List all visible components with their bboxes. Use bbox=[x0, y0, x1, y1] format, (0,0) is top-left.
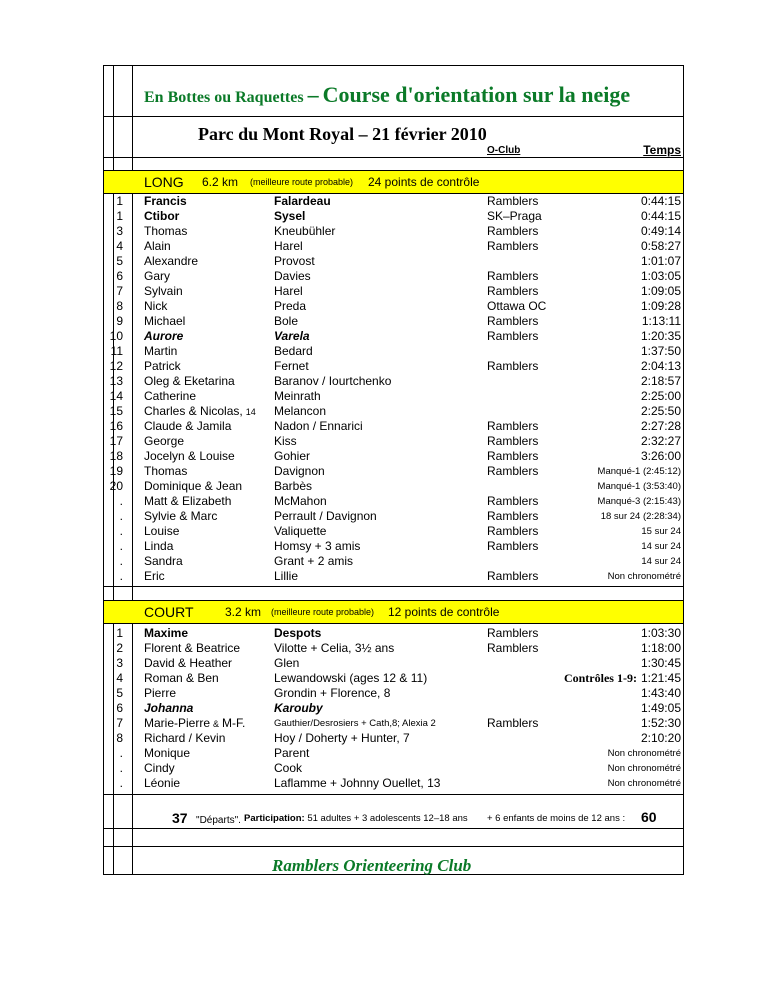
rank-number: 2 bbox=[116, 641, 123, 655]
club-name: Ramblers bbox=[487, 434, 539, 448]
club-name: Ramblers bbox=[487, 626, 539, 640]
divider bbox=[104, 157, 683, 158]
club-name: SK–Praga bbox=[487, 209, 542, 223]
rank-number: 17 bbox=[109, 434, 123, 448]
result-row bbox=[104, 284, 683, 299]
rank-number: 6 bbox=[116, 701, 123, 715]
rank-number: 19 bbox=[109, 464, 123, 478]
rank-number: 15 bbox=[109, 404, 123, 418]
rank-number: 1 bbox=[116, 194, 123, 208]
rank-number: 3 bbox=[116, 656, 123, 670]
result-row bbox=[104, 239, 683, 254]
first-name: Jocelyn & Louise bbox=[144, 449, 235, 463]
rank-number: 5 bbox=[116, 254, 123, 268]
rank-number: 4 bbox=[116, 671, 123, 685]
result-row bbox=[104, 209, 683, 224]
last-name: Bedard bbox=[274, 344, 313, 358]
result-time: Manqué-1 (2:45:12) bbox=[597, 466, 681, 477]
first-name: Oleg & Eketarina bbox=[144, 374, 235, 388]
first-name: Louise bbox=[144, 524, 180, 538]
result-row bbox=[104, 509, 683, 524]
club-name: Ramblers bbox=[487, 449, 539, 463]
first-name: David & Heather bbox=[144, 656, 233, 670]
total-participants: 60 bbox=[641, 809, 657, 825]
last-name: Gauthier/Desrosiers + Cath,8; Alexia 2 bbox=[274, 718, 436, 729]
first-name: Linda bbox=[144, 539, 174, 553]
first-name: Léonie bbox=[144, 776, 181, 790]
rank-number: . bbox=[119, 539, 123, 553]
result-time: 2:27:28 bbox=[640, 419, 681, 433]
result-row bbox=[104, 776, 683, 791]
result-row bbox=[104, 299, 683, 314]
rank-number: 10 bbox=[109, 329, 123, 343]
result-row bbox=[104, 389, 683, 404]
result-time: 1:43:40 bbox=[640, 686, 681, 700]
club-column-header: O-Club bbox=[487, 145, 521, 156]
first-name: Catherine bbox=[144, 389, 197, 403]
rank-number: 7 bbox=[116, 716, 123, 730]
result-time: Non chronométré bbox=[607, 748, 681, 759]
result-time: 15 sur 24 bbox=[641, 526, 681, 537]
rank-number: 5 bbox=[116, 686, 123, 700]
result-time: 0:44:15 bbox=[640, 209, 681, 223]
result-time: 1:20:35 bbox=[640, 329, 681, 343]
time-column-header: Temps bbox=[643, 143, 681, 157]
rank-number: 8 bbox=[116, 731, 123, 745]
last-name: Gohier bbox=[274, 449, 311, 463]
first-name: Dominique & Jean bbox=[144, 479, 243, 493]
last-name: Bole bbox=[274, 314, 299, 328]
long-course-band bbox=[104, 170, 683, 194]
rank-number: 12 bbox=[109, 359, 123, 373]
result-time: 14 sur 24 bbox=[641, 556, 681, 567]
last-name: Despots bbox=[274, 626, 322, 640]
rank-number: 13 bbox=[109, 374, 123, 388]
rank-number: . bbox=[119, 761, 123, 775]
results-sheet bbox=[103, 65, 684, 875]
result-row bbox=[104, 434, 683, 449]
first-name: Thomas bbox=[144, 224, 188, 238]
court-label: COURT bbox=[144, 604, 194, 620]
result-row bbox=[104, 686, 683, 701]
first-name: Charles & Nicolas, 14 bbox=[144, 404, 256, 418]
rank-number: . bbox=[119, 524, 123, 538]
club-footer: Ramblers Orienteering Club bbox=[272, 856, 472, 875]
participation-summary: Participation: 51 adultes + 3 adolescents 12–18 ans bbox=[244, 813, 468, 824]
last-name: Fernet bbox=[274, 359, 309, 373]
divider bbox=[104, 586, 683, 587]
first-name: Martin bbox=[144, 344, 178, 358]
club-name: Ramblers bbox=[487, 569, 539, 583]
club-name: Ramblers bbox=[487, 269, 539, 283]
result-time: 0:58:27 bbox=[640, 239, 681, 253]
result-row bbox=[104, 671, 683, 686]
result-row bbox=[104, 641, 683, 656]
result-row bbox=[104, 554, 683, 569]
rank-number: 18 bbox=[109, 449, 123, 463]
result-row bbox=[104, 344, 683, 359]
last-name: Laflamme + Johnny Ouellet, 13 bbox=[274, 776, 441, 790]
result-row bbox=[104, 404, 683, 419]
last-name: Karouby bbox=[274, 701, 323, 715]
club-name: Ottawa OC bbox=[487, 299, 547, 313]
result-time: 2:25:00 bbox=[640, 389, 681, 403]
club-name: Ramblers bbox=[487, 419, 539, 433]
first-name: Sylvie & Marc bbox=[144, 509, 218, 523]
result-row bbox=[104, 254, 683, 269]
result-time: 1:09:05 bbox=[640, 284, 681, 298]
last-name: Barbès bbox=[274, 479, 313, 493]
last-name: Harel bbox=[274, 284, 303, 298]
last-name: Provost bbox=[274, 254, 315, 268]
rank-number: 8 bbox=[116, 299, 123, 313]
last-name: Nadon / Ennarici bbox=[274, 419, 363, 433]
result-time: 18 sur 24 (2:28:34) bbox=[600, 511, 681, 522]
rank-number: 16 bbox=[109, 419, 123, 433]
rank-number: 3 bbox=[116, 224, 123, 238]
children-summary: + 6 enfants de moins de 12 ans : bbox=[487, 813, 626, 824]
result-row bbox=[104, 569, 683, 584]
club-name: Ramblers bbox=[487, 194, 539, 208]
last-name: Meinrath bbox=[274, 389, 321, 403]
club-name: Ramblers bbox=[487, 524, 539, 538]
first-name: Marie-Pierre & M-F. bbox=[144, 716, 246, 730]
result-time: Non chronométré bbox=[607, 763, 681, 774]
result-time: 2:04:13 bbox=[640, 359, 681, 373]
last-name: Sysel bbox=[274, 209, 306, 223]
first-name: Ctibor bbox=[144, 209, 180, 223]
result-row bbox=[104, 716, 683, 731]
rank-number: . bbox=[119, 509, 123, 523]
club-name: Ramblers bbox=[487, 641, 539, 655]
divider bbox=[104, 794, 683, 795]
result-time: 3:26:00 bbox=[640, 449, 681, 463]
result-row bbox=[104, 419, 683, 434]
result-time: Non chronométré bbox=[607, 778, 681, 789]
result-time: 0:44:15 bbox=[640, 194, 681, 208]
first-name: Thomas bbox=[144, 464, 188, 478]
result-time: 1:09:28 bbox=[640, 299, 681, 313]
rank-number: 1 bbox=[116, 626, 123, 640]
rank-number: . bbox=[119, 554, 123, 568]
first-name: Alexandre bbox=[144, 254, 199, 268]
first-name: Patrick bbox=[144, 359, 181, 373]
result-row bbox=[104, 464, 683, 479]
last-name: Lillie bbox=[274, 569, 299, 583]
last-name: Baranov / Iourtchenko bbox=[274, 374, 392, 388]
result-time: 1:52:30 bbox=[640, 716, 681, 730]
result-time: 1:30:45 bbox=[640, 656, 681, 670]
departs-summary: 37 "Départs". bbox=[172, 810, 241, 826]
club-name: Ramblers bbox=[487, 359, 539, 373]
result-time: 0:49:14 bbox=[640, 224, 681, 238]
first-name: Claude & Jamila bbox=[144, 419, 232, 433]
result-row bbox=[104, 746, 683, 761]
first-name: Nick bbox=[144, 299, 168, 313]
club-name: Ramblers bbox=[487, 284, 539, 298]
result-time: 1:18:00 bbox=[640, 641, 681, 655]
result-time: 1:03:30 bbox=[640, 626, 681, 640]
court-distance: 3.2 km bbox=[225, 605, 262, 619]
result-row bbox=[104, 329, 683, 344]
first-name: Aurore bbox=[144, 329, 184, 343]
first-name: Sylvain bbox=[144, 284, 183, 298]
court-course-band bbox=[104, 600, 683, 624]
court-controls: 12 points de contrôle bbox=[388, 605, 500, 619]
result-row bbox=[104, 701, 683, 716]
result-row bbox=[104, 194, 683, 209]
first-name: Francis bbox=[144, 194, 187, 208]
result-row bbox=[104, 359, 683, 374]
result-time: 1:01:07 bbox=[640, 254, 681, 268]
result-row bbox=[104, 524, 683, 539]
club-name: Ramblers bbox=[487, 224, 539, 238]
long-distance: 6.2 km bbox=[202, 175, 239, 189]
rank-number: 11 bbox=[110, 344, 123, 358]
last-name: Falardeau bbox=[274, 194, 331, 208]
rank-number: 4 bbox=[116, 239, 123, 253]
last-name: Melancon bbox=[274, 404, 327, 418]
page-title: En Bottes ou Raquettes – Course d'orientation sur la neige bbox=[144, 82, 631, 107]
result-time: Non chronométré bbox=[607, 571, 681, 582]
last-name: Grant + 2 amis bbox=[274, 554, 354, 568]
result-time: 1:49:05 bbox=[640, 701, 681, 715]
result-row bbox=[104, 494, 683, 509]
rank-number: 1 bbox=[116, 209, 123, 223]
result-time: 2:25:50 bbox=[640, 404, 681, 418]
last-name: Vilotte + Celia, 3½ ans bbox=[274, 641, 395, 655]
first-name: Roman & Ben bbox=[144, 671, 219, 685]
first-name: Gary bbox=[144, 269, 171, 283]
last-name: Davignon bbox=[274, 464, 325, 478]
club-name: Ramblers bbox=[487, 509, 539, 523]
club-name: Ramblers bbox=[487, 539, 539, 553]
divider bbox=[104, 828, 683, 829]
rank-number: 7 bbox=[116, 284, 123, 298]
result-time: 2:18:57 bbox=[640, 374, 681, 388]
club-name: Ramblers bbox=[487, 239, 539, 253]
first-name: Eric bbox=[144, 569, 165, 583]
result-row bbox=[104, 656, 683, 671]
club-name: Ramblers bbox=[487, 716, 539, 730]
result-row bbox=[104, 626, 683, 641]
first-name: Matt & Elizabeth bbox=[144, 494, 232, 508]
result-row bbox=[104, 539, 683, 554]
result-time: 1:03:05 bbox=[640, 269, 681, 283]
long-label: LONG bbox=[144, 174, 184, 190]
last-name: Valiquette bbox=[274, 524, 327, 538]
last-name: Cook bbox=[274, 761, 303, 775]
first-name: Richard / Kevin bbox=[144, 731, 226, 745]
divider bbox=[104, 846, 683, 847]
last-name: Kiss bbox=[274, 434, 297, 448]
result-row bbox=[104, 479, 683, 494]
court-route-note: (meilleure route probable) bbox=[271, 607, 375, 617]
first-name: George bbox=[144, 434, 185, 448]
result-row bbox=[104, 731, 683, 746]
rank-number: . bbox=[119, 494, 123, 508]
result-row bbox=[104, 224, 683, 239]
result-row bbox=[104, 314, 683, 329]
result-row bbox=[104, 374, 683, 389]
result-row bbox=[104, 269, 683, 284]
result-time: 14 sur 24 bbox=[641, 541, 681, 552]
result-time: 1:37:50 bbox=[640, 344, 681, 358]
long-controls: 24 points de contrôle bbox=[368, 175, 480, 189]
result-row bbox=[104, 761, 683, 776]
rank-number: . bbox=[119, 569, 123, 583]
club-name: Ramblers bbox=[487, 464, 539, 478]
last-name: Kneubühler bbox=[274, 224, 336, 238]
rank-number: . bbox=[119, 746, 123, 760]
page-subtitle: Parc du Mont Royal – 21 février 2010 bbox=[198, 124, 487, 144]
divider bbox=[104, 116, 683, 117]
last-name: Grondin + Florence, 8 bbox=[274, 686, 391, 700]
result-row bbox=[104, 449, 683, 464]
last-name: Hoy / Doherty + Hunter, 7 bbox=[274, 731, 410, 745]
result-time: 1:13:11 bbox=[641, 314, 681, 328]
first-name: Maxime bbox=[144, 626, 189, 640]
result-time: 2:32:27 bbox=[640, 434, 681, 448]
club-name: Ramblers bbox=[487, 329, 539, 343]
result-time: Contrôles 1-9: 1:21:45 bbox=[563, 671, 681, 685]
last-name: Homsy + 3 amis bbox=[274, 539, 361, 553]
last-name: McMahon bbox=[274, 494, 327, 508]
last-name: Varela bbox=[274, 329, 310, 343]
last-name: Davies bbox=[274, 269, 311, 283]
result-time: Manqué-3 (2:15:43) bbox=[597, 496, 681, 507]
result-time: Manqué-1 (3:53:40) bbox=[597, 481, 681, 492]
last-name: Parent bbox=[274, 746, 310, 760]
result-time: 2:10:20 bbox=[640, 731, 681, 745]
club-name: Ramblers bbox=[487, 314, 539, 328]
last-name: Perrault / Davignon bbox=[274, 509, 377, 523]
last-name: Harel bbox=[274, 239, 303, 253]
first-name: Monique bbox=[144, 746, 191, 760]
first-name: Florent & Beatrice bbox=[144, 641, 241, 655]
club-name: Ramblers bbox=[487, 494, 539, 508]
first-name: Alain bbox=[144, 239, 171, 253]
last-name: Glen bbox=[274, 656, 300, 670]
first-name: Pierre bbox=[144, 686, 177, 700]
first-name: Johanna bbox=[144, 701, 194, 715]
rank-number: 9 bbox=[116, 314, 123, 328]
rank-number: . bbox=[119, 776, 123, 790]
first-name: Michael bbox=[144, 314, 186, 328]
rank-number: 6 bbox=[116, 269, 123, 283]
last-name: Preda bbox=[274, 299, 307, 313]
last-name: Lewandowski (ages 12 & 11) bbox=[274, 671, 428, 685]
first-name: Sandra bbox=[144, 554, 183, 568]
first-name: Cindy bbox=[144, 761, 175, 775]
rank-number: 14 bbox=[109, 389, 123, 403]
long-route-note: (meilleure route probable) bbox=[250, 177, 354, 187]
rank-number: 20 bbox=[109, 479, 123, 493]
